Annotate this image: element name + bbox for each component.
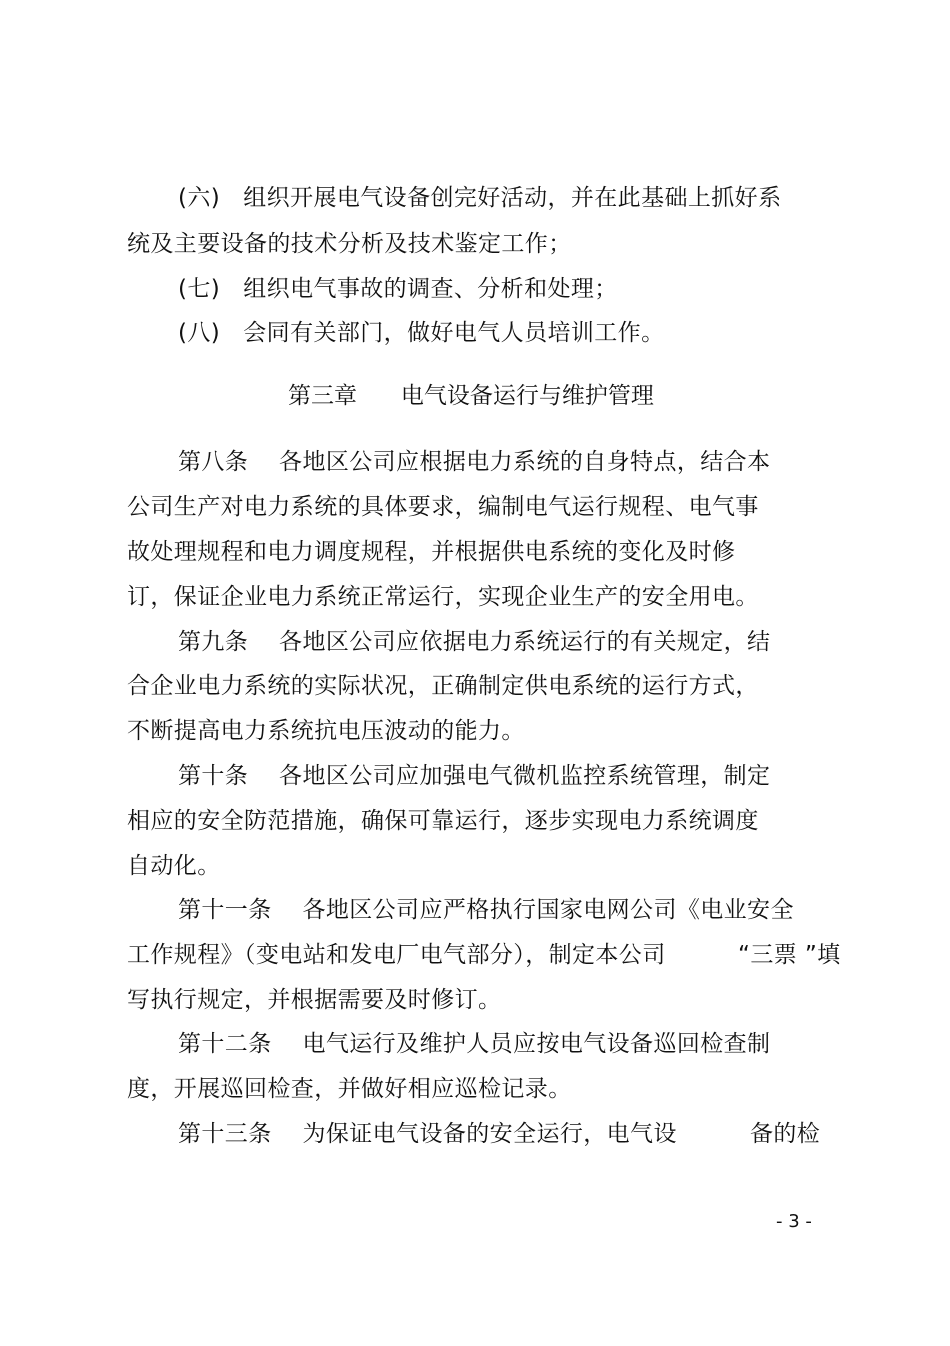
paragraph-line: 写执行规定，并根据需要及时修订。: [127, 987, 502, 1013]
paragraph-line: 第十二条 电气运行及维护人员应按电气设备巡回检查制: [178, 1031, 771, 1057]
paragraph-line: 不断提高电力系统抗电压波动的能力。: [127, 718, 525, 744]
paragraph-line: 自动化。: [127, 853, 221, 879]
page-number: - 3 -: [776, 1211, 812, 1232]
paragraph-line: 备的检: [750, 1121, 821, 1147]
paragraph-line: 第十条 各地区公司应加强电气微机监控系统管理，制定: [178, 763, 771, 789]
paragraph-line: 公司生产对电力系统的具体要求，编制电气运行规程、电气事: [127, 494, 759, 520]
paragraph-line: “三票 ”填: [738, 942, 841, 968]
chapter-heading: 第三章 电气设备运行与维护管理: [288, 383, 654, 409]
paragraph-line: 第十三条 为保证电气设备的安全运行，电气设: [178, 1121, 677, 1147]
paragraph-line: (六) 组织开展电气设备创完好活动，并在此基础上抓好系: [178, 185, 782, 211]
paragraph-line: 相应的安全防范措施，确保可靠运行，逐步实现电力系统调度: [127, 808, 759, 834]
paragraph-line: 故处理规程和电力调度规程，并根据供电系统的变化及时修: [127, 539, 736, 565]
paragraph-line: 统及主要设备的技术分析及技术鉴定工作；: [127, 231, 572, 257]
paragraph-line: (七) 组织电气事故的调查、分析和处理；: [178, 276, 618, 302]
paragraph-line: 工作规程》（变电站和发电厂电气部分），制定本公司: [127, 942, 666, 968]
paragraph-line: 合企业电力系统的实际状况，正确制定供电系统的运行方式，: [127, 673, 759, 699]
paragraph-line: 订，保证企业电力系统正常运行，实现企业生产的安全用电。: [127, 584, 759, 610]
paragraph-line: (八) 会同有关部门，做好电气人员培训工作。: [178, 320, 665, 346]
paragraph-line: 第九条 各地区公司应依据电力系统运行的有关规定，结: [178, 629, 771, 655]
paragraph-line: 第八条 各地区公司应根据电力系统的自身特点，结合本: [178, 449, 771, 475]
paragraph-line: 度，开展巡回检查，并做好相应巡检记录。: [127, 1076, 572, 1102]
paragraph-line: 第十一条 各地区公司应严格执行国家电网公司《电业安全: [178, 897, 794, 923]
